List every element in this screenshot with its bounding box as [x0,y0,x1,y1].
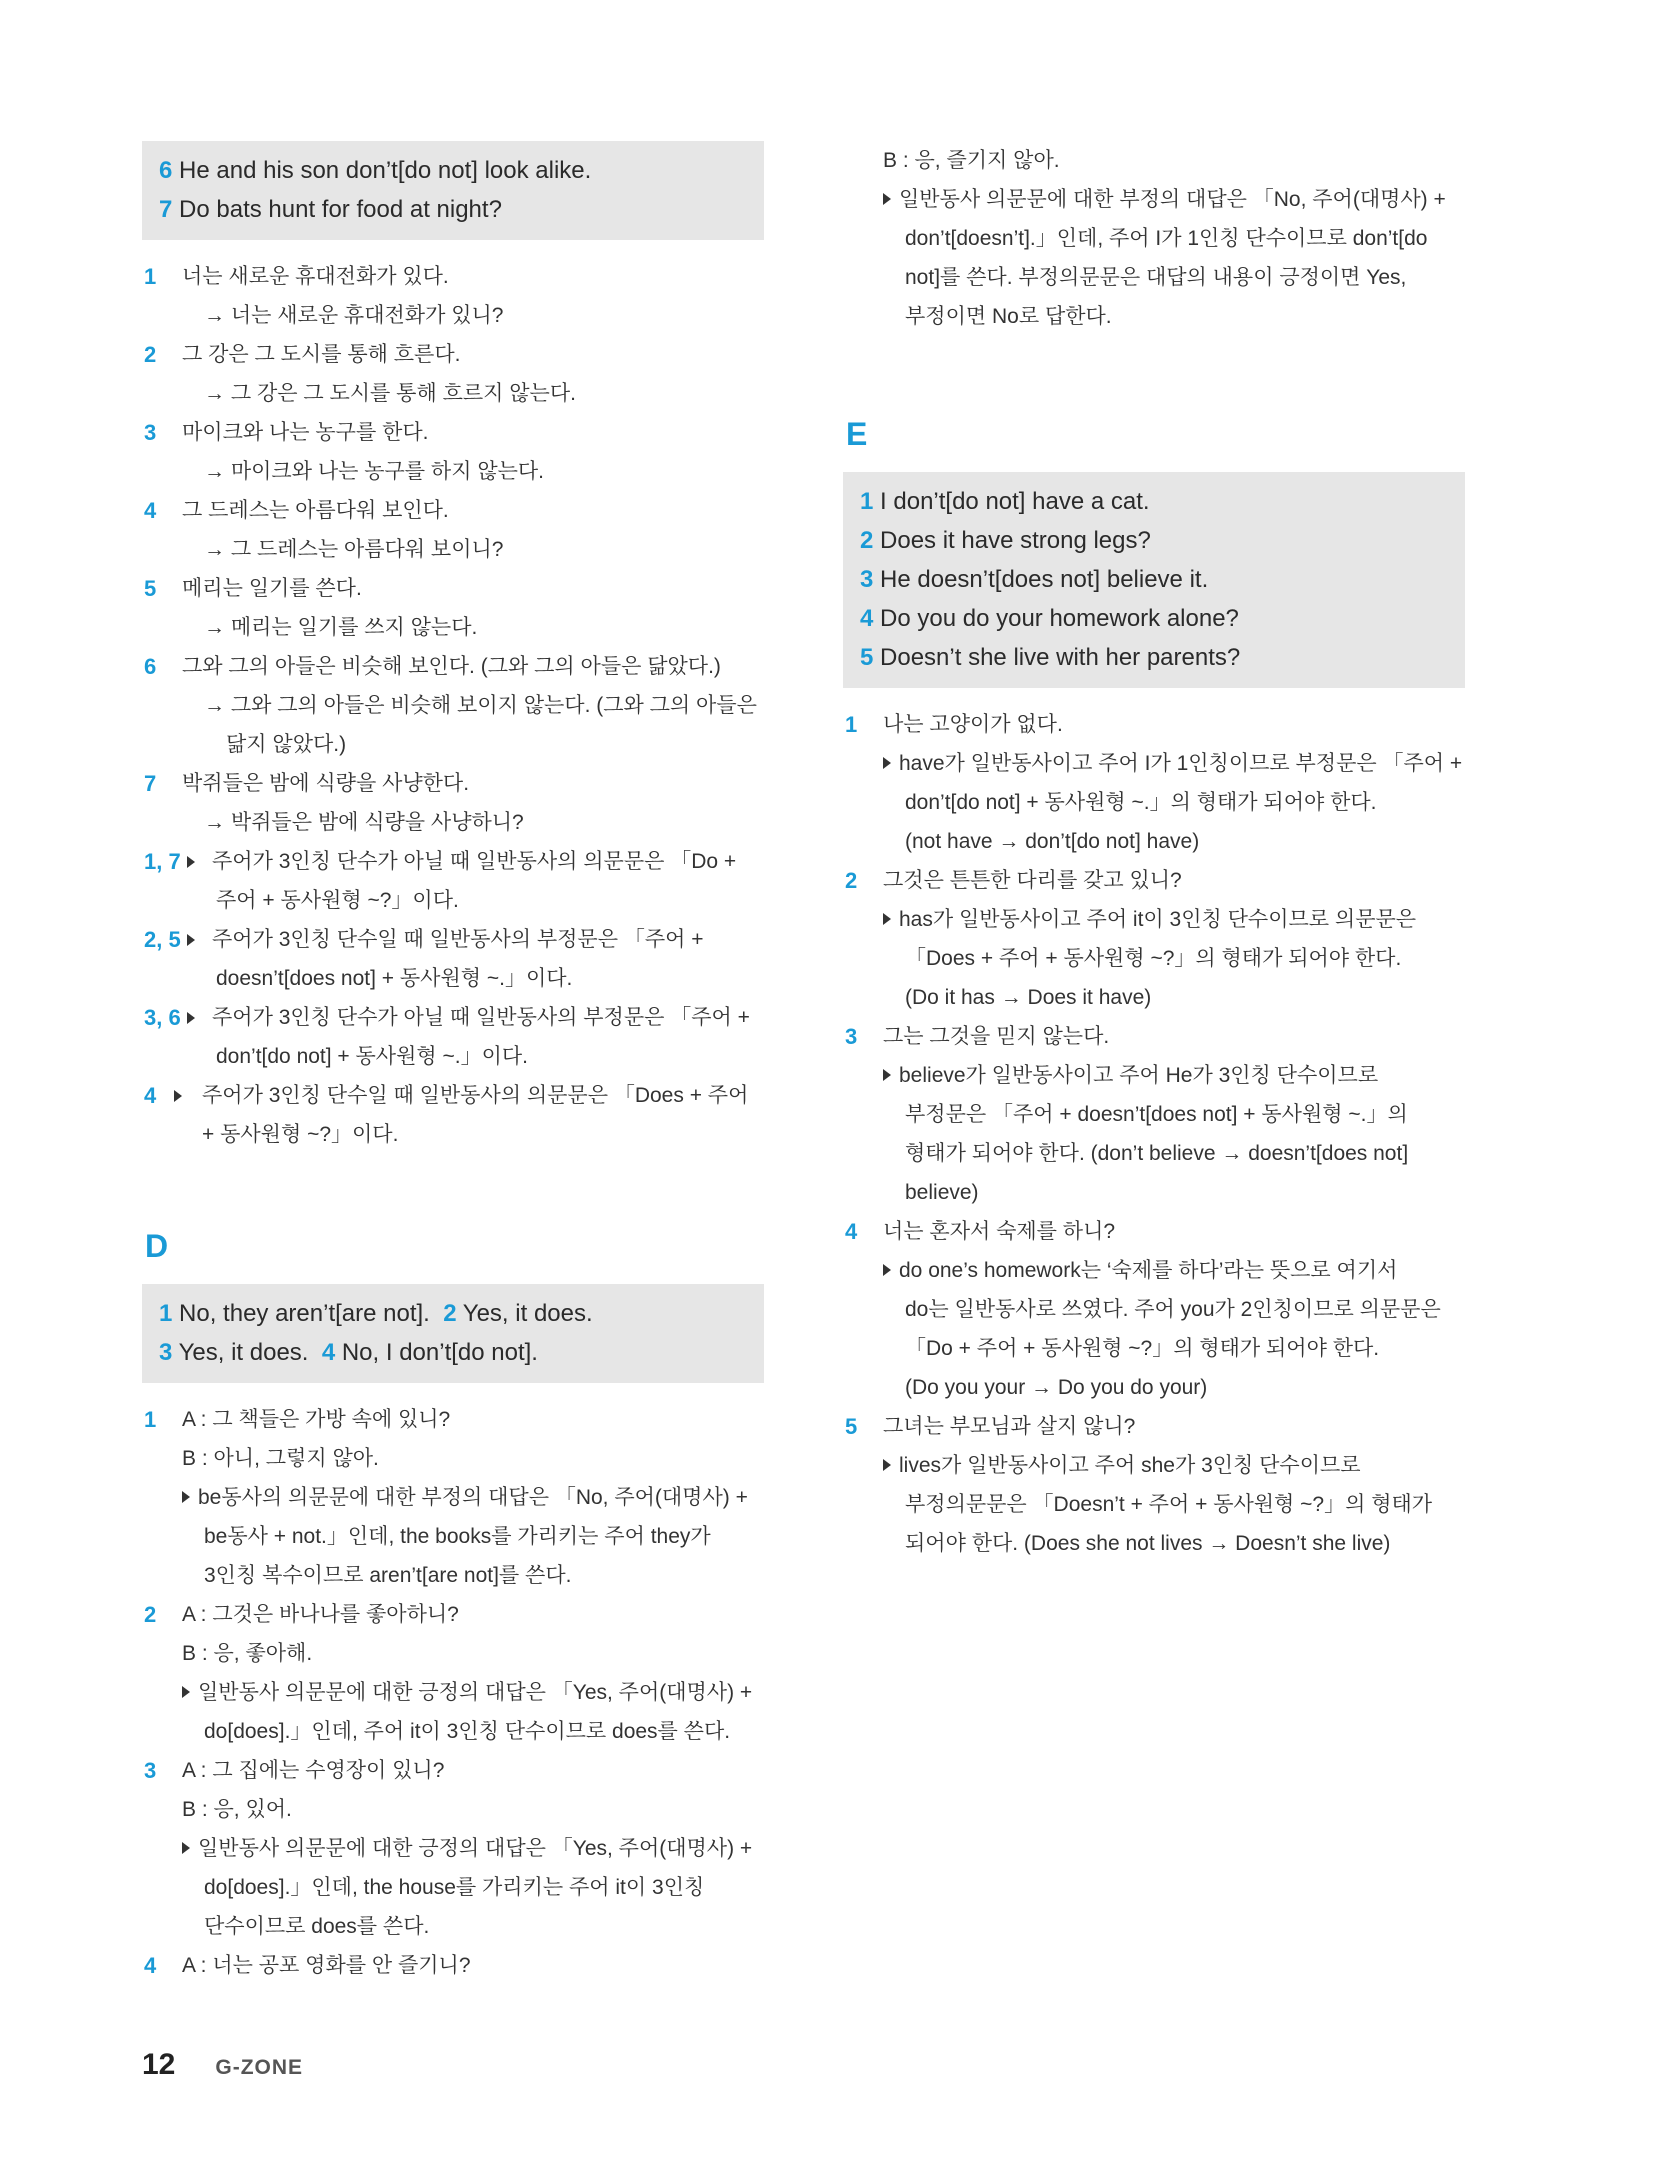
answer-number: 4 [860,605,874,632]
transformed-sentence: → 그 강은 그 도시를 통해 흐르지 않는다. [204,382,576,405]
list-item [142,1595,764,1751]
answer-number: 7 [159,196,173,223]
dialog-b: B : 응, 있어. [182,1798,292,1821]
transformed-sentence-cont: 닮지 않았다.) [226,733,347,756]
note-line: 주어가 3인칭 단수일 때 일반동사의 부정문은 「주어 + [212,928,704,951]
note-line [883,180,1465,219]
list-item [142,413,764,491]
note-text: 일반동사 의문문에 대한 긍정의 대답은 「Yes, 주어(대명사) + [198,1837,753,1860]
list-item [142,764,764,842]
answer-box-d [142,1284,764,1383]
list-item [142,491,764,569]
item-number: 7 [144,771,157,796]
answer-text: Do bats hunt for food at night? [179,196,502,223]
explanation-d4-continued [843,141,1465,336]
answer-number: 1 [860,488,874,515]
explanations-e [843,705,1465,1563]
dialog-a: A : 너는 공포 영화를 안 즐기니? [182,1954,471,1977]
note-line: 「Do + 주어 + 동사원형 ~?」의 형태가 되어야 한다. [905,1337,1380,1360]
answer-number: 5 [860,644,874,671]
korean-sentence: 그는 그것을 믿지 않는다. [883,1025,1110,1048]
item-number: 3 [144,1758,157,1783]
note-line: (Do you your → Do you do your) [905,1376,1208,1399]
answer-number: 1 [159,1300,173,1327]
answer-text: He doesn’t[does not] believe it. [880,566,1209,593]
list-item [843,861,1465,1017]
korean-sentence: 메리는 일기를 쓴다. [182,577,362,600]
korean-sentence: 그와 그의 아들은 비슷해 보인다. (그와 그의 아들은 닮았다.) [182,655,721,678]
note-line: do[does].」인데, the house를 가리키는 주어 it이 3인칭 [204,1876,705,1899]
triangle-bullet-icon [883,1459,891,1471]
answer-line [159,190,744,229]
group-numbers [144,998,203,1037]
answer-text: Do you do your homework alone? [880,605,1239,632]
section-heading-d: D [145,1228,169,1264]
list-item-continued [843,141,1465,336]
answer-text: No, I don’t[do not]. [341,1339,538,1366]
triangle-bullet-icon [883,193,891,205]
explanations-c [142,257,764,1154]
item-number: 4 [845,1219,858,1244]
triangle-bullet-icon [187,934,195,946]
note-line [182,1478,764,1517]
dialog-a: A : 그것은 바나나를 좋아하니? [182,1603,459,1626]
section-heading-e: E [846,416,868,452]
note-line: 주어가 3인칭 단수일 때 일반동사의 의문문은 「Does + 주어 [202,1084,749,1107]
note-line: 주어가 3인칭 단수가 아닐 때 일반동사의 의문문은 「Do + [212,850,737,873]
grammar-note-group [142,1076,764,1154]
korean-sentence: 그 강은 그 도시를 통해 흐른다. [182,343,461,366]
korean-sentence: 그것은 튼튼한 다리를 갖고 있니? [883,869,1182,892]
note-line [883,900,1465,939]
list-item [142,335,764,413]
note-line: 단수이므로 does를 쓴다. [204,1915,430,1938]
left-column [142,141,764,1985]
item-number: 4 [144,498,157,523]
transformed-sentence: → 그와 그의 아들은 비슷해 보이지 않는다. (그와 그의 아들은 [204,694,757,717]
note-line: 부정문은 「주어 + doesn’t[does not] + 동사원형 ~.」의 [905,1103,1408,1126]
note-line [883,1251,1465,1290]
item-number: 5 [144,576,157,601]
triangle-bullet-icon [883,1264,891,1276]
item-number: 4 [144,1953,157,1978]
list-item [843,1017,1465,1212]
item-number: 1 [845,712,858,737]
note-line: 되어야 한다. (Does she not lives → Doesn’t she live) [905,1532,1391,1555]
answer-line [860,482,1445,521]
brand-name: G-ZONE [215,2056,304,2079]
right-column [843,141,1465,1563]
korean-sentence: 너는 새로운 휴대전화가 있다. [182,265,449,288]
note-text: believe가 일반동사이고 주어 He가 3인칭 단수이므로 [899,1064,1379,1087]
korean-sentence: 그녀는 부모님과 살지 않니? [883,1415,1136,1438]
list-item [142,257,764,335]
answer-text: Does it have strong legs? [880,527,1151,554]
group-number-text: 1, 7 [144,849,181,874]
answer-line [159,1333,744,1372]
list-item [843,705,1465,861]
note-line: do는 일반동사로 쓰였다. 주어 you가 2인칭이므로 의문문은 [905,1298,1441,1321]
korean-sentence: 마이크와 나는 농구를 한다. [182,421,429,444]
note-line: 형태가 되어야 한다. (don’t believe → doesn’t[does not] [905,1142,1409,1165]
answer-box-c [142,141,764,240]
transformed-sentence: → 박쥐들은 밤에 식량을 사냥하니? [204,811,524,834]
transformed-sentence: → 마이크와 나는 농구를 하지 않는다. [204,460,545,483]
answer-box-e [843,472,1465,688]
answer-number: 3 [860,566,874,593]
group-numbers [144,842,203,881]
note-text: lives가 일반동사이고 주어 she가 3인칭 단수이므로 [899,1454,1361,1477]
answer-number: 6 [159,157,173,184]
transformed-sentence: → 너는 새로운 휴대전화가 있니? [204,304,504,327]
page-number: 12 [142,2048,176,2081]
note-text: be동사의 의문문에 대한 부정의 대답은 「No, 주어(대명사) + [198,1486,748,1509]
explanations-d [142,1400,764,1985]
list-item [142,647,764,764]
item-number: 3 [845,1024,858,1049]
dialog-a: A : 그 책들은 가방 속에 있니? [182,1408,451,1431]
triangle-bullet-icon [182,1491,190,1503]
answer-line [860,521,1445,560]
triangle-bullet-icon [883,757,891,769]
item-number: 1 [144,264,157,289]
item-number: 2 [144,342,157,367]
note-text: have가 일반동사이고 주어 I가 1인칭이므로 부정문은 「주어 + [899,752,1463,775]
list-item [142,1946,764,1985]
answer-line [159,151,744,190]
list-item [142,1751,764,1946]
note-text: has가 일반동사이고 주어 it이 3인칭 단수이므로 의문문은 [899,908,1417,931]
list-item [142,569,764,647]
note-line [883,744,1465,783]
note-line: 3인칭 복수이므로 aren’t[are not]를 쓴다. [204,1564,572,1587]
triangle-bullet-icon [883,1069,891,1081]
item-number: 2 [845,868,858,893]
note-line: not]를 쓴다. 부정의문문은 대답의 내용이 긍정이면 Yes, [905,266,1407,289]
triangle-bullet-icon [174,1090,182,1102]
note-line: 부정이면 No로 답한다. [905,305,1112,328]
group-number-text: 3, 6 [144,1005,181,1030]
answer-text: Doesn’t she live with her parents? [880,644,1241,671]
korean-sentence: 그 드레스는 아름다워 보인다. [182,499,449,522]
answer-text: I don’t[do not] have a cat. [880,488,1150,515]
page-footer [142,2048,303,2088]
list-item [142,1400,764,1595]
group-numbers [144,920,203,959]
grammar-note-group [142,842,764,920]
triangle-bullet-icon [182,1842,190,1854]
answer-number: 2 [443,1300,457,1327]
answer-text: Yes, it does. [178,1339,309,1366]
group-number-text: 2, 5 [144,927,181,952]
triangle-bullet-icon [187,1012,195,1024]
dialog-a: A : 그 집에는 수영장이 있니? [182,1759,445,1782]
answer-number: 3 [159,1339,173,1366]
dialog-b: B : 응, 즐기지 않아. [883,149,1060,172]
korean-sentence: 나는 고양이가 없다. [883,713,1063,736]
note-text: do one’s homework는 ‘숙제를 하다’라는 뜻으로 여기서 [899,1259,1398,1282]
dialog-b: B : 아니, 그렇지 않아. [182,1447,379,1470]
transformed-sentence: → 그 드레스는 아름다워 보이니? [204,538,504,561]
korean-sentence: 너는 혼자서 숙제를 하니? [883,1220,1116,1243]
triangle-bullet-icon [883,913,891,925]
note-line: do[does].」인데, 주어 it이 3인칭 단수이므로 does를 쓴다. [204,1720,731,1743]
triangle-bullet-icon [187,856,195,868]
group-numbers [144,1076,190,1115]
dialog-b: B : 응, 좋아해. [182,1642,313,1665]
answer-text: He and his son don’t[do not] look alike. [179,157,592,184]
answer-line [860,560,1445,599]
note-line [883,1056,1465,1095]
group-number-text: 4 [144,1083,157,1108]
note-line: (not have → don’t[do not] have) [905,830,1200,853]
note-text: 일반동사 의문문에 대한 부정의 대답은 「No, 주어(대명사) + [899,188,1446,211]
note-line: don’t[do not] + 동사원형 ~.」의 형태가 되어야 한다. [905,791,1377,814]
answer-number: 4 [321,1339,336,1366]
grammar-note-group [142,998,764,1076]
note-line: 주어 + 동사원형 ~?」이다. [216,889,459,912]
note-line: + 동사원형 ~?」이다. [202,1123,399,1146]
grammar-note-group [142,920,764,998]
item-number: 2 [144,1602,157,1627]
note-line: (Do it has → Does it have) [905,986,1152,1009]
note-line: 부정의문문은 「Doesn’t + 주어 + 동사원형 ~?」의 형태가 [905,1493,1433,1516]
note-line: don’t[do not] + 동사원형 ~.」이다. [216,1045,529,1068]
note-line [182,1673,764,1712]
item-number: 1 [144,1407,157,1432]
note-line: 주어가 3인칭 단수가 아닐 때 일반동사의 부정문은 「주어 + [212,1006,750,1029]
item-number: 3 [144,420,157,445]
list-item [843,1212,1465,1407]
korean-sentence: 박쥐들은 밤에 식량을 사냥한다. [182,772,470,795]
note-text: 일반동사 의문문에 대한 긍정의 대답은 「Yes, 주어(대명사) + [198,1681,753,1704]
answer-line [860,599,1445,638]
item-number: 6 [144,654,157,679]
answer-line [860,638,1445,677]
item-number: 5 [845,1414,858,1439]
note-line: believe) [905,1181,979,1204]
list-item [843,1407,1465,1563]
triangle-bullet-icon [182,1686,190,1698]
answer-text: Yes, it does. [462,1300,593,1327]
answer-number: 2 [860,527,874,554]
note-line: be동사 + not.」인데, the books를 가리키는 주어 they가 [204,1525,711,1548]
note-line [883,1446,1465,1485]
answer-line [159,1294,744,1333]
note-line: 「Does + 주어 + 동사원형 ~?」의 형태가 되어야 한다. [905,947,1402,970]
answer-text: No, they aren’t[are not]. [179,1300,430,1327]
note-line: don’t[doesn’t].」인데, 주어 I가 1인칭 단수이므로 don’t[do [905,227,1428,250]
note-line: doesn’t[does not] + 동사원형 ~.」이다. [216,967,573,990]
transformed-sentence: → 메리는 일기를 쓰지 않는다. [204,616,478,639]
note-line [182,1829,764,1868]
